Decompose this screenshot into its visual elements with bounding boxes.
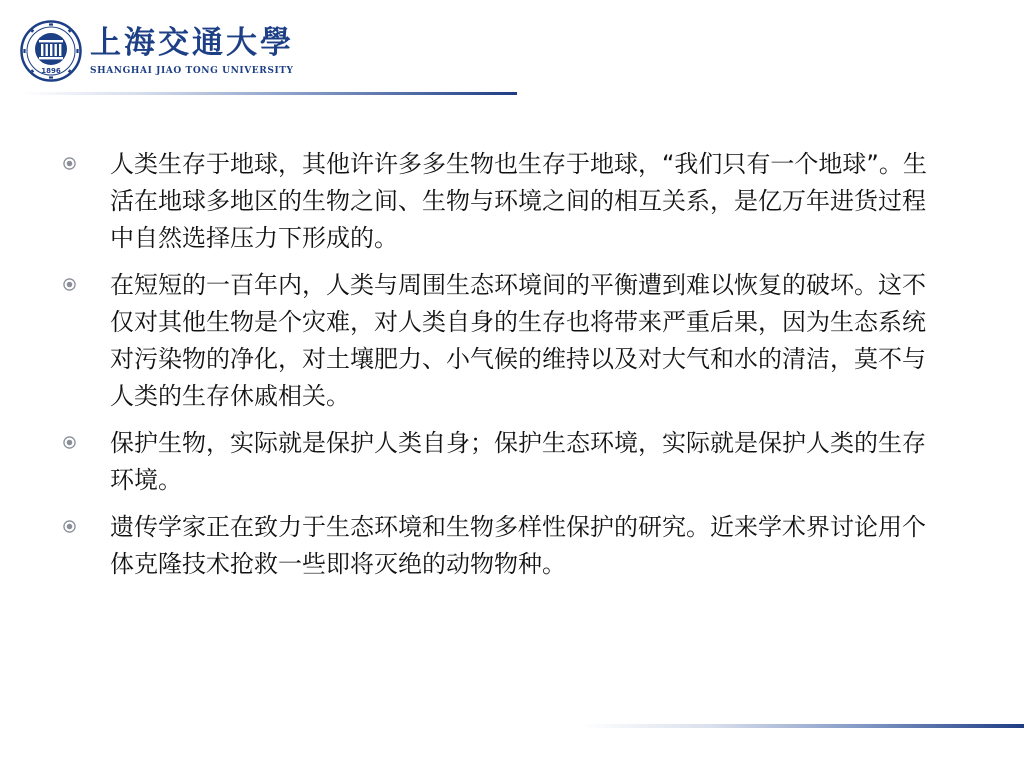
bullet-text: 遗传学家正在致力于生态环境和生物多样性保护的研究。近来学术界讨论用个体克隆技术抢救一些即将灭绝的动物物种。 xyxy=(110,513,926,578)
header-divider xyxy=(20,92,517,95)
bullet-text: 保护生物，实际就是保护人类自身；保护生态环境，实际就是保护人类的生存环境。 xyxy=(110,429,926,494)
footer-divider xyxy=(580,724,1024,728)
bullet-dot-icon xyxy=(63,157,76,170)
university-seal-logo xyxy=(20,20,82,82)
slide-header xyxy=(0,0,1024,100)
bullet-item xyxy=(62,146,942,257)
bullet-dot-icon xyxy=(63,520,76,533)
bullet-item xyxy=(62,425,942,499)
bullet-dot-icon xyxy=(63,436,76,449)
bullet-text: 在短短的一百年内，人类与周围生态环境间的平衡遭到难以恢复的破坏。这不仅对其他生物是个灾难，对人类自身的生存也将带来严重后果，因为生态系统对污染物的净化，对土壤肥力、小气候的维持以及对大气和水的清洁，莫不与人类的生存休戚相关。 xyxy=(110,271,926,410)
bullet-item xyxy=(62,509,942,583)
bullet-dot-icon xyxy=(63,278,76,291)
bullet-text: 人类生存于地球，其他许许多多生物也生存于地球，“我们只有一个地球”。生活在地球多地区的生物之间、生物与环境之间的相互关系，是亿万年进货过程中自然选择压力下形成的。 xyxy=(110,150,927,252)
bullet-item xyxy=(62,267,942,415)
seal-year: 1896 xyxy=(41,67,61,75)
university-wordmark: 上海交通大學 xyxy=(90,25,294,61)
slide-body xyxy=(62,146,942,593)
university-english-name: SHANGHAI JIAO TONG UNIVERSITY xyxy=(90,66,294,76)
